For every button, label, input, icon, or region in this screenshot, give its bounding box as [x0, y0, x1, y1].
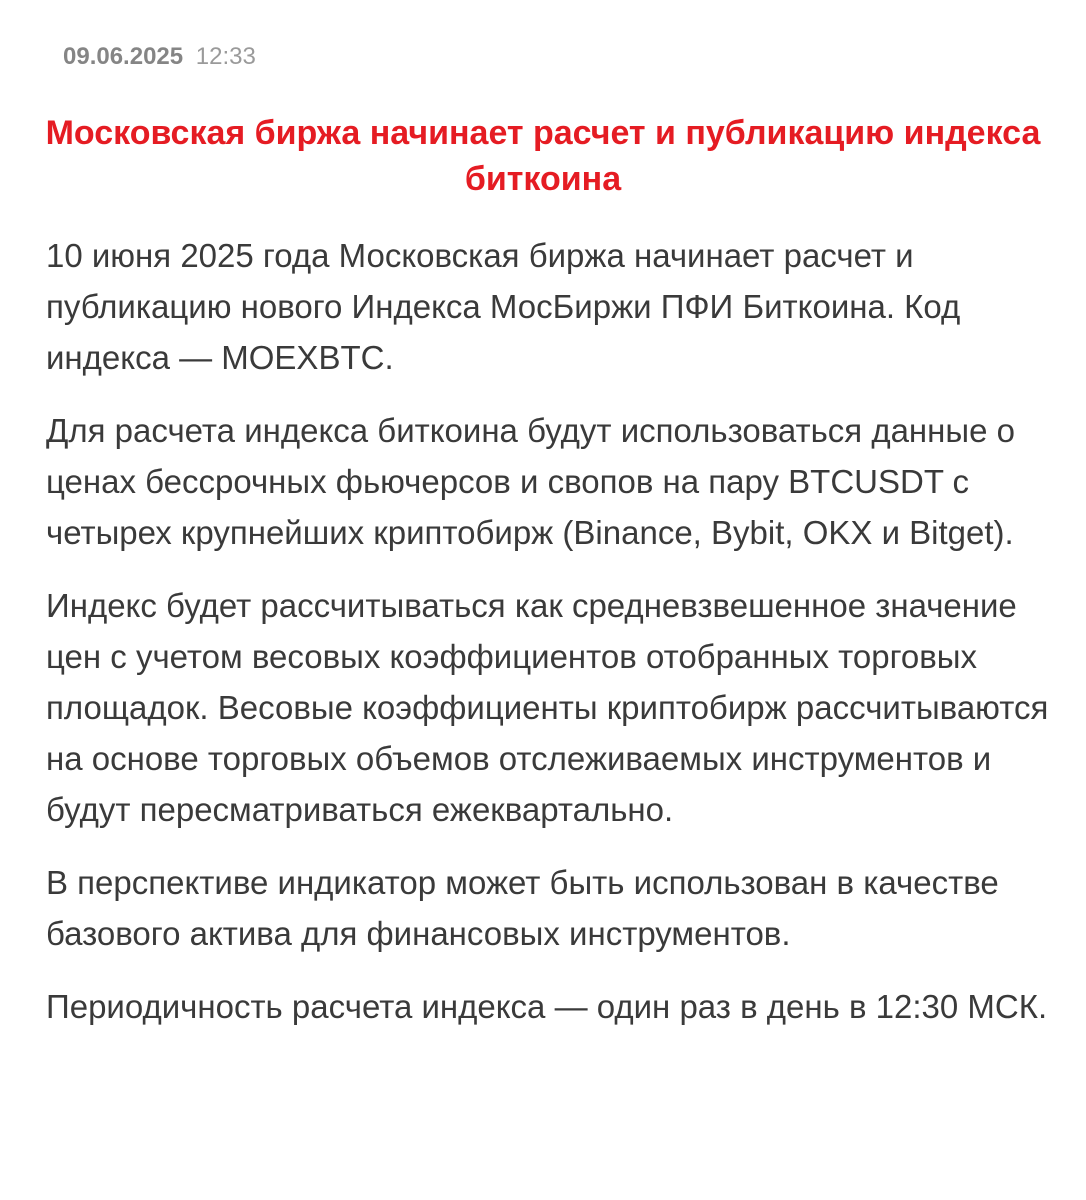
publication-time: 12:33	[195, 43, 256, 70]
article-paragraph: В перспективе индикатор может быть использован в качестве базового актива для финансовых инструментов.	[46, 864, 999, 952]
publication-date: 09.06.2025	[63, 43, 184, 70]
article-paragraph: Для расчета индекса биткоина будут использоваться данные о ценах бессрочных фьючерсов и свопов на пару BTCUSDT с четырех крупнейших криптобирж (Binance, Bybit, OKX и Bitget).	[46, 412, 1015, 551]
publication-meta	[63, 42, 256, 72]
article-body	[46, 230, 1056, 1032]
article-title: Московская биржа начинает расчет и публикацию индекса биткоина	[45, 114, 1041, 198]
article-paragraph: 10 июня 2025 года Московская биржа начинает расчет и публикацию нового Индекса МосБиржи ПФИ Биткоина. Код индекса — MOEXBTC.	[46, 237, 961, 376]
article-paragraph: Индекс будет рассчитываться как средневзвешенное значение цен с учетом весовых коэффициентов отобранных торговых площадок. Весовые коэффициенты криптобирж рассчитываются на основе торговых объемов отслеживаемых инструментов и будут пересматриваться ежеквартально.	[46, 587, 1049, 828]
article-paragraph: Периодичность расчета индекса — один раз в день в 12:30 МСК.	[46, 988, 1048, 1025]
